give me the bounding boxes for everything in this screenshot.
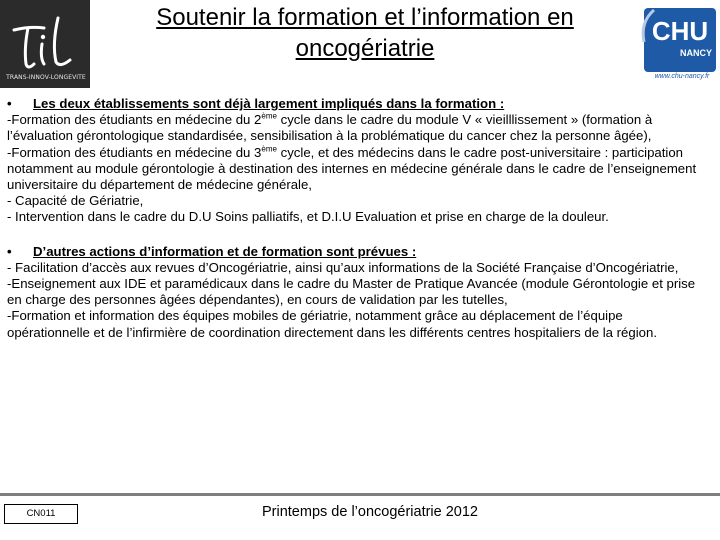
til-logo-caption: TRANS-INNOV-LONGÉVITÉ (6, 74, 86, 81)
slide-content (7, 96, 709, 341)
section1-heading-text: Les deux établissements sont déjà largement impliqués dans la formation : (33, 96, 505, 111)
section2-item-2: -Enseignement aux IDE et paramédicaux dans le cadre du Master de Pratique Avancée (module Gérontologie et prise en charge des personnes âgées dépendantes), en cours de validation par les tutelles, (7, 276, 696, 308)
chu-logo-text: CHU (651, 16, 709, 46)
title-line-2: oncogériatrie (295, 35, 435, 62)
bullet-icon: • (7, 243, 12, 259)
title-line-1: Soutenir la formation et l’information en (156, 4, 574, 31)
slide-code: CN011 (4, 504, 78, 524)
section1-heading (7, 96, 709, 112)
section2-item-3: -Formation et information des équipes mobiles de gériatrie, notamment grâce au déplacement de l’équipe opérationnelle et de l’infirmière de coordination directement dans les différents centres hospitaliers de la région. (7, 308, 657, 340)
section1-item-4: - Intervention dans le cadre du D.U Soins palliatifs, et D.I.U Evaluation et prise en charge de la douleur. (7, 209, 609, 225)
chu-nancy-logo (638, 2, 720, 84)
chu-logo-subtext: NANCY (679, 48, 713, 58)
section2-item-1: - Facilitation d’accès aux revues d’Oncogériatrie, ainsi qu’aux informations de la Société Française d’Oncogériatrie, (7, 259, 679, 275)
section2-heading (7, 244, 709, 260)
page-title (95, 2, 635, 64)
section1-item-2: -Formation des étudiants en médecine du 3ème cycle, et des médecins dans le cadre post-universitaire : participation notamment au module gérontologie à destination des internes en médecine générale dans le cadre de l’enseignement universitaire du département de médecine générale, (7, 144, 697, 193)
section2-heading-text: D’autres actions d’information et de formation sont prévues : (33, 243, 417, 259)
til-logo (0, 0, 90, 88)
bullet-icon: • (7, 96, 12, 111)
section-spacer (7, 226, 709, 244)
chu-logo-mark (638, 2, 720, 84)
footer-divider (0, 493, 720, 496)
section1-item-3: - Capacité de Gériatrie, (7, 193, 144, 209)
section1-item-1: -Formation des étudiants en médecine du 2ème cycle dans le cadre du module V « vieilllissement » (formation à l’évaluation gérontologique standardisée, sensibilisation à la problématique du cancer chez la personne âgée), (7, 111, 653, 144)
footer-text: Printemps de l’oncogériatrie 2012 (261, 504, 478, 520)
chu-logo-url: www.chu-nancy.fr (654, 73, 710, 80)
